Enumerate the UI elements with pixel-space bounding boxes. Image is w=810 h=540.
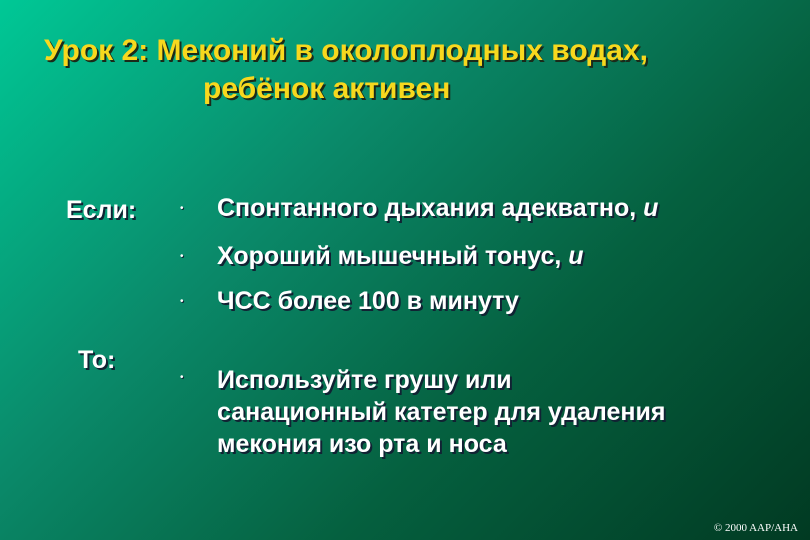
bullet-icon: • [180,296,184,307]
condition-item-3 [217,287,519,316]
action-line-3: мекония изо рта и носа [217,430,507,458]
action-text [217,364,665,460]
condition-conjunction: и [643,194,659,222]
bullet-icon: • [180,372,184,383]
condition-item-1 [217,194,658,223]
action-line-1: Используйте грушу или [217,366,512,394]
slide-title-line-2: ребёнок активен [203,72,451,105]
action-label: То: [78,346,116,374]
bullet-icon: • [180,251,184,262]
condition-label: Если: [66,196,137,224]
condition-item-text: Спонтанного дыхания адекватно, [217,194,644,222]
condition-item-text: ЧСС более 100 в минуту [217,287,519,315]
condition-item-text: Хороший мышечный тонус, [217,242,569,270]
copyright-notice: © 2000 AAP/AHA [713,522,798,534]
condition-conjunction: и [568,242,584,270]
bullet-icon: • [180,203,184,214]
condition-item-2 [217,242,584,271]
action-line-2: санационный катетер для удаления [217,398,666,426]
slide-title-line-1: Урок 2: Меконий в околоплодных водах, [44,34,649,67]
